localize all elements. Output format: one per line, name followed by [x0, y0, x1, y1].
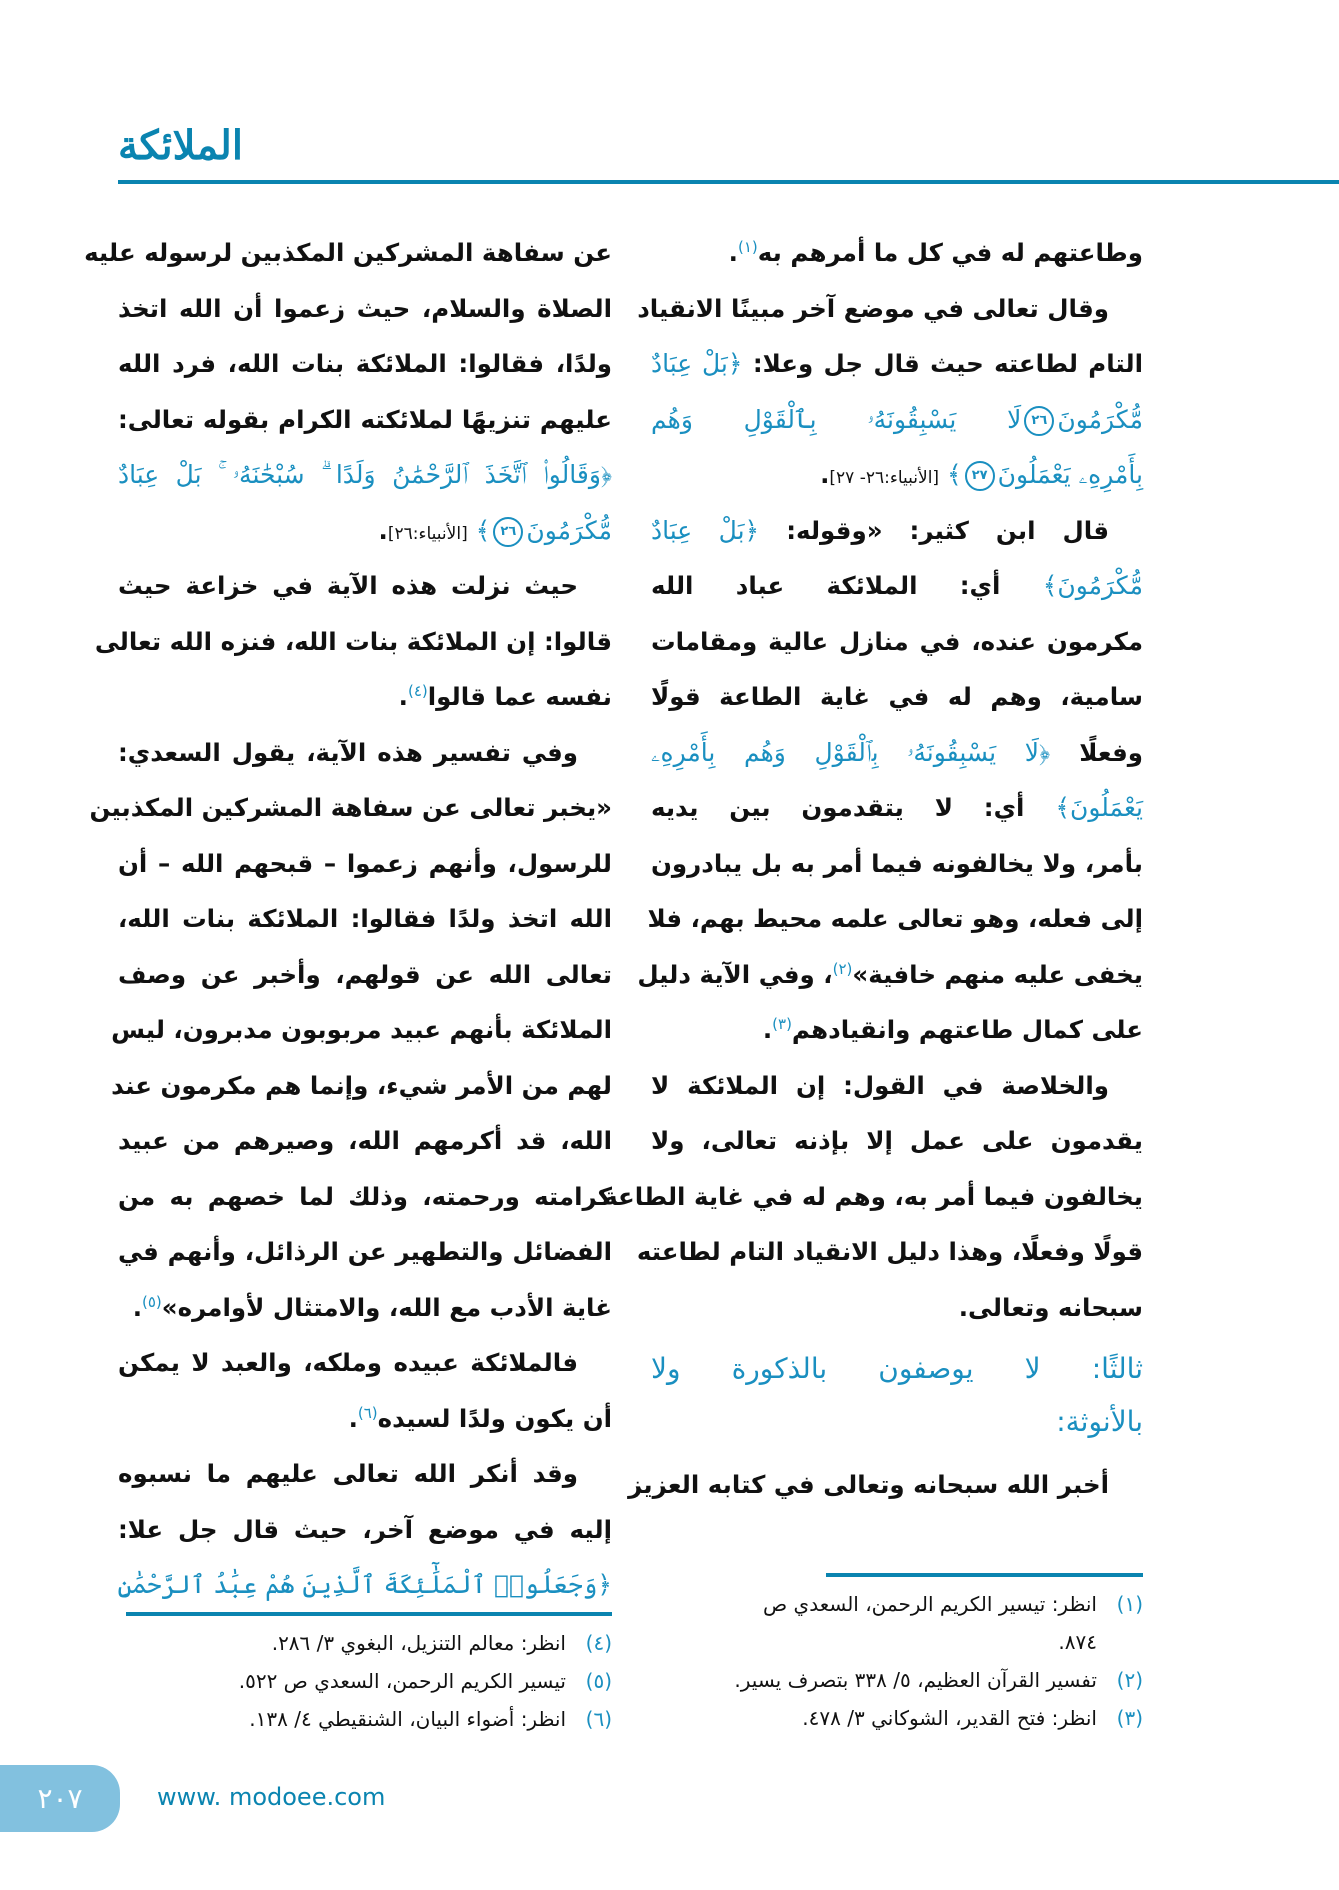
- right-body: [603, 225, 1144, 1335]
- body-line: [651, 614, 1143, 670]
- footnote-marker[interactable]: (١): [737, 237, 758, 256]
- body-line: [118, 836, 612, 892]
- footnote-number: (١): [1116, 1592, 1143, 1616]
- text-run: «يخبر تعالى عن سفاهة المشركين المكذبين: [89, 793, 612, 822]
- text-run: .: [820, 460, 830, 489]
- text-run: سامية، وهم له في غاية الطاعة قولًا: [651, 682, 1143, 711]
- text-run: تعالى الله عن قولهم، وأخبر عن وصف: [118, 959, 612, 989]
- footnote-text: انظر: تيسير الكريم الرحمن، السعدي ص: [763, 1592, 1097, 1616]
- footnote-marker[interactable]: (٣): [772, 1014, 792, 1033]
- section-heading-line: ثالثًا: لا يوصفون بالذكورة ولا: [651, 1352, 1143, 1385]
- body-line: [651, 1002, 1143, 1058]
- footnote-number: (٦): [585, 1707, 612, 1731]
- text-run: الفضائل والتطهير عن الرذائل، وأنهم في: [118, 1237, 612, 1266]
- quran-verse-text: ﴿وَقَالُوا۟ ٱتَّخَذَ ٱلرَّحْمَٰنُ وَلَدًا ۗ سُبْحَٰنَهُۥ ۚ بَلْ عِبَادٌ: [118, 460, 612, 489]
- quran-verse-text: ﴿بَلْ عِبَادٌ: [651, 349, 743, 378]
- text-run: مكرمون عنده، في منازل عالية ومقامات: [651, 626, 1143, 656]
- text-run: على كمال طاعتهم وانقيادهم: [791, 1015, 1143, 1044]
- website-link[interactable]: www. modoee.com: [157, 1783, 386, 1811]
- body-line: [89, 780, 612, 836]
- body-line: [118, 447, 612, 503]
- footnote-rule: [826, 1573, 1143, 1577]
- quran-verse-text: ﴿بَلْ عِبَادٌ: [651, 515, 760, 545]
- text-run: نفسه عما قالوا: [427, 682, 612, 711]
- surah-reference: [الأنبياء:٢٦]: [387, 523, 468, 544]
- text-run: للرسول، وأنهم زعموا – قبحهم الله – أن: [118, 848, 612, 878]
- footnote: [118, 1700, 612, 1738]
- text-run: ، وفي الآية دليل: [637, 959, 833, 989]
- text-run: .: [378, 515, 388, 545]
- body-line: [651, 1113, 1143, 1169]
- page-number-tab: [0, 1765, 120, 1832]
- body-line: [118, 1335, 612, 1391]
- body-line: [637, 281, 1143, 337]
- body-line: [647, 891, 1143, 947]
- text-run: غاية الأدب مع الله، والامتثال لأوامره»: [161, 1292, 612, 1322]
- left-footnotes: [118, 1624, 612, 1738]
- text-run: وقد أنكر الله تعالى عليهم ما نسبوه: [118, 1459, 578, 1488]
- text-run: وطاعتهم له في كل ما أمرهم به: [757, 238, 1143, 267]
- body-line: [651, 225, 1143, 281]
- body-line: [651, 836, 1143, 892]
- body-line: [118, 1557, 612, 1613]
- body-line: [637, 947, 1143, 1003]
- body-line: [636, 1224, 1143, 1280]
- page-number: ٢٠٧: [37, 1782, 83, 1815]
- text-run: فالملائكة عبيده وملكه، والعبد لا يمكن: [118, 1348, 578, 1377]
- body-line: [118, 669, 612, 725]
- footnote-marker[interactable]: (٥): [142, 1292, 162, 1311]
- text-run: .: [762, 1015, 773, 1044]
- text-run: والخلاصة في القول: إن الملائكة لا: [651, 1070, 1109, 1100]
- text-run: أي: الملائكة عباد الله: [651, 571, 1043, 600]
- text-run: لهم من الأمر شيء، وإنما هم مكرمون عند: [111, 1070, 612, 1100]
- verse-number-marker: ٢٧: [965, 461, 995, 491]
- body-line: [118, 725, 612, 781]
- running-header-title: الملائكة: [118, 122, 243, 169]
- body-line: [118, 947, 612, 1003]
- body-line: [651, 1280, 1143, 1336]
- text-run: الملائكة بأنهم عبيد مربوبون مدبرون، ليس: [111, 1015, 612, 1044]
- footnote-number: (٤): [585, 1631, 612, 1655]
- text-run: .: [728, 238, 738, 267]
- body-line: [118, 336, 612, 392]
- text-run: يخفى عليه منهم خافية»: [852, 959, 1143, 989]
- surah-reference: [الأنبياء:٢٦- ٢٧]: [829, 468, 940, 488]
- body-line: [118, 1446, 612, 1502]
- text-run: الله، قد أكرمهم الله، وصيرهم من عبيد: [118, 1126, 612, 1155]
- text-run: قالوا: إن الملائكة بنات الله، فنزه الله تعالى: [94, 626, 612, 656]
- quran-verse-text: مُّكْرَمُونَ﴾: [1042, 571, 1143, 600]
- text-run: .: [132, 1292, 142, 1322]
- text-run: قولًا وفعلًا، وهذا دليل الانقياد التام لطاعته: [636, 1237, 1143, 1266]
- body-line: [94, 614, 612, 670]
- header-rule: [118, 180, 1339, 184]
- body-line: [118, 1280, 612, 1336]
- body-line: [651, 558, 1143, 614]
- text-run: وفي تفسير هذه الآية، يقول السعدي:: [118, 737, 578, 767]
- quran-verse-text: بِأَمْرِهِۦ يَعْمَلُونَ: [997, 460, 1143, 489]
- quran-verse-text: مُّكْرَمُونَ: [526, 515, 612, 545]
- quran-verse-text: ﴾: [939, 460, 962, 489]
- quran-verse-text: ﴾: [467, 515, 491, 545]
- body-line: [118, 558, 612, 614]
- body-line: [651, 780, 1143, 836]
- right-footnotes: [651, 1585, 1143, 1737]
- footnote-number: (٢): [1116, 1668, 1143, 1692]
- footnote-number: (٥): [585, 1669, 612, 1693]
- text-run: عليهم تنزيهًا لملائكته الكرام بقوله تعالى:: [118, 404, 612, 434]
- footnote-text: تفسير القرآن العظيم، ٥/ ٣٣٨ بتصرف يسير.: [734, 1668, 1097, 1692]
- text-run: يقدمون على عمل إلا بإذنه تعالى، ولا: [651, 1126, 1143, 1155]
- verse-number-marker: ٢٦: [1024, 406, 1054, 436]
- body-line: [118, 281, 612, 337]
- body-line: أخبر الله سبحانه وتعالى في كتابه العزيز: [628, 1469, 1109, 1499]
- text-run: حيث نزلت هذه الآية في خزاعة حيث: [118, 571, 578, 600]
- text-run: أي: لا يتقدمون بين يديه: [651, 793, 1056, 822]
- text-run: أن يكون ولدًا لسيده: [377, 1403, 612, 1433]
- footnote: [118, 1662, 612, 1700]
- left-column: [84, 225, 612, 1613]
- right-column: [603, 225, 1144, 1512]
- body-line: [651, 1058, 1143, 1114]
- body-line: [118, 1502, 612, 1558]
- body-line: [118, 503, 612, 559]
- text-run: الله اتخذ ولدًا فقالوا: الملائكة بنات الله،: [118, 904, 612, 933]
- quran-verse-text: لَا يَسْبِقُونَهُۥ بِٱلْقَوْلِ وَهُم: [651, 404, 1022, 434]
- body-line: [118, 392, 612, 448]
- footnote-text: انظر: أضواء البيان، الشنقيطي ٤/ ١٣٨.: [249, 1707, 566, 1731]
- text-run: التام لطاعته حيث قال جل وعلا:: [742, 349, 1144, 378]
- footnote-text: انظر: فتح القدير، الشوكاني ٣/ ٤٧٨.: [802, 1706, 1097, 1730]
- body-line: [118, 891, 612, 947]
- body-line: [118, 1169, 612, 1225]
- body-line: [118, 1224, 612, 1280]
- quran-verse-text: مُّكْرَمُونَ: [1057, 404, 1143, 434]
- footnote-marker[interactable]: (٢): [832, 959, 853, 978]
- body-line: [84, 225, 612, 281]
- text-run: وفعلًا: [1050, 737, 1143, 767]
- text-run: إلى فعله، وهو تعالى علمه محيط بهم، فلا: [647, 904, 1143, 933]
- body-line: [651, 725, 1143, 781]
- body-line: [651, 669, 1143, 725]
- text-run: بأمر، ولا يخالفونه فيما أمر به بل يبادرون: [651, 848, 1143, 878]
- footnote: [118, 1624, 612, 1662]
- body-line: [651, 392, 1143, 448]
- section-heading: [651, 1341, 1143, 1447]
- text-run: يخالفون فيما أمر به، وهم له في غاية الطاعة: [603, 1181, 1143, 1211]
- text-run: كرامته ورحمته، وذلك لما خصهم به من: [118, 1181, 612, 1211]
- footnote: [651, 1661, 1143, 1699]
- footnote-text: تيسير الكريم الرحمن، السعدي ص ٥٢٢.: [238, 1669, 566, 1693]
- body-line: [651, 503, 1143, 559]
- footnote: [651, 1699, 1143, 1737]
- footnote: [651, 1623, 1143, 1661]
- footnote-number: (٣): [1116, 1706, 1143, 1730]
- quran-verse-text: يَعْمَلُونَ﴾: [1055, 793, 1143, 822]
- body-line: [651, 447, 1143, 503]
- footnote-marker[interactable]: (٤): [407, 681, 428, 700]
- quran-verse-text: ﴿وَجَعَلُوا۟ ٱلْمَلَٰٓئِكَةَ ٱلَّذِينَ هُمْ عِبَٰدُ ٱلرَّحْمَٰنِ: [117, 1570, 612, 1599]
- section-heading-line: بالأنوثة:: [1056, 1404, 1143, 1438]
- verse-number-marker: ٢٦: [493, 517, 523, 547]
- footnote-marker[interactable]: (٦): [357, 1403, 378, 1422]
- quran-underline-rule: [126, 1612, 612, 1616]
- text-run: .: [348, 1403, 358, 1433]
- footnote: [651, 1585, 1143, 1623]
- left-body: [84, 225, 612, 1613]
- footnote-text: انظر: معالم التنزيل، البغوي ٣/ ٢٨٦.: [271, 1631, 566, 1655]
- quran-verse-text: ﴿لَا يَسْبِقُونَهُۥ بِٱلْقَوْلِ وَهُم بِأَمْرِهِۦ: [651, 737, 1051, 767]
- body-line: [118, 1113, 612, 1169]
- body-line: [111, 1058, 612, 1114]
- text-run: وقال تعالى في موضع آخر مبينًا الانقياد: [637, 293, 1109, 323]
- body-line: [111, 1002, 612, 1058]
- body-line: [118, 1391, 612, 1447]
- body-line: [651, 336, 1143, 392]
- text-run: قال ابن كثير: «وقوله:: [759, 515, 1109, 545]
- body-line: [603, 1169, 1143, 1225]
- text-run: سبحانه وتعالى.: [958, 1292, 1143, 1322]
- text-run: الصلاة والسلام، حيث زعموا أن الله اتخذ: [118, 293, 612, 323]
- text-run: .: [398, 682, 408, 711]
- text-run: إليه في موضع آخر، حيث قال جل علا:: [118, 1514, 612, 1544]
- footnote-text: ٨٧٤.: [1058, 1630, 1097, 1654]
- text-run: ولدًا، فقالوا: الملائكة بنات الله، فرد الله: [118, 349, 612, 378]
- text-run: عن سفاهة المشركين المكذبين لرسوله عليه: [84, 238, 612, 267]
